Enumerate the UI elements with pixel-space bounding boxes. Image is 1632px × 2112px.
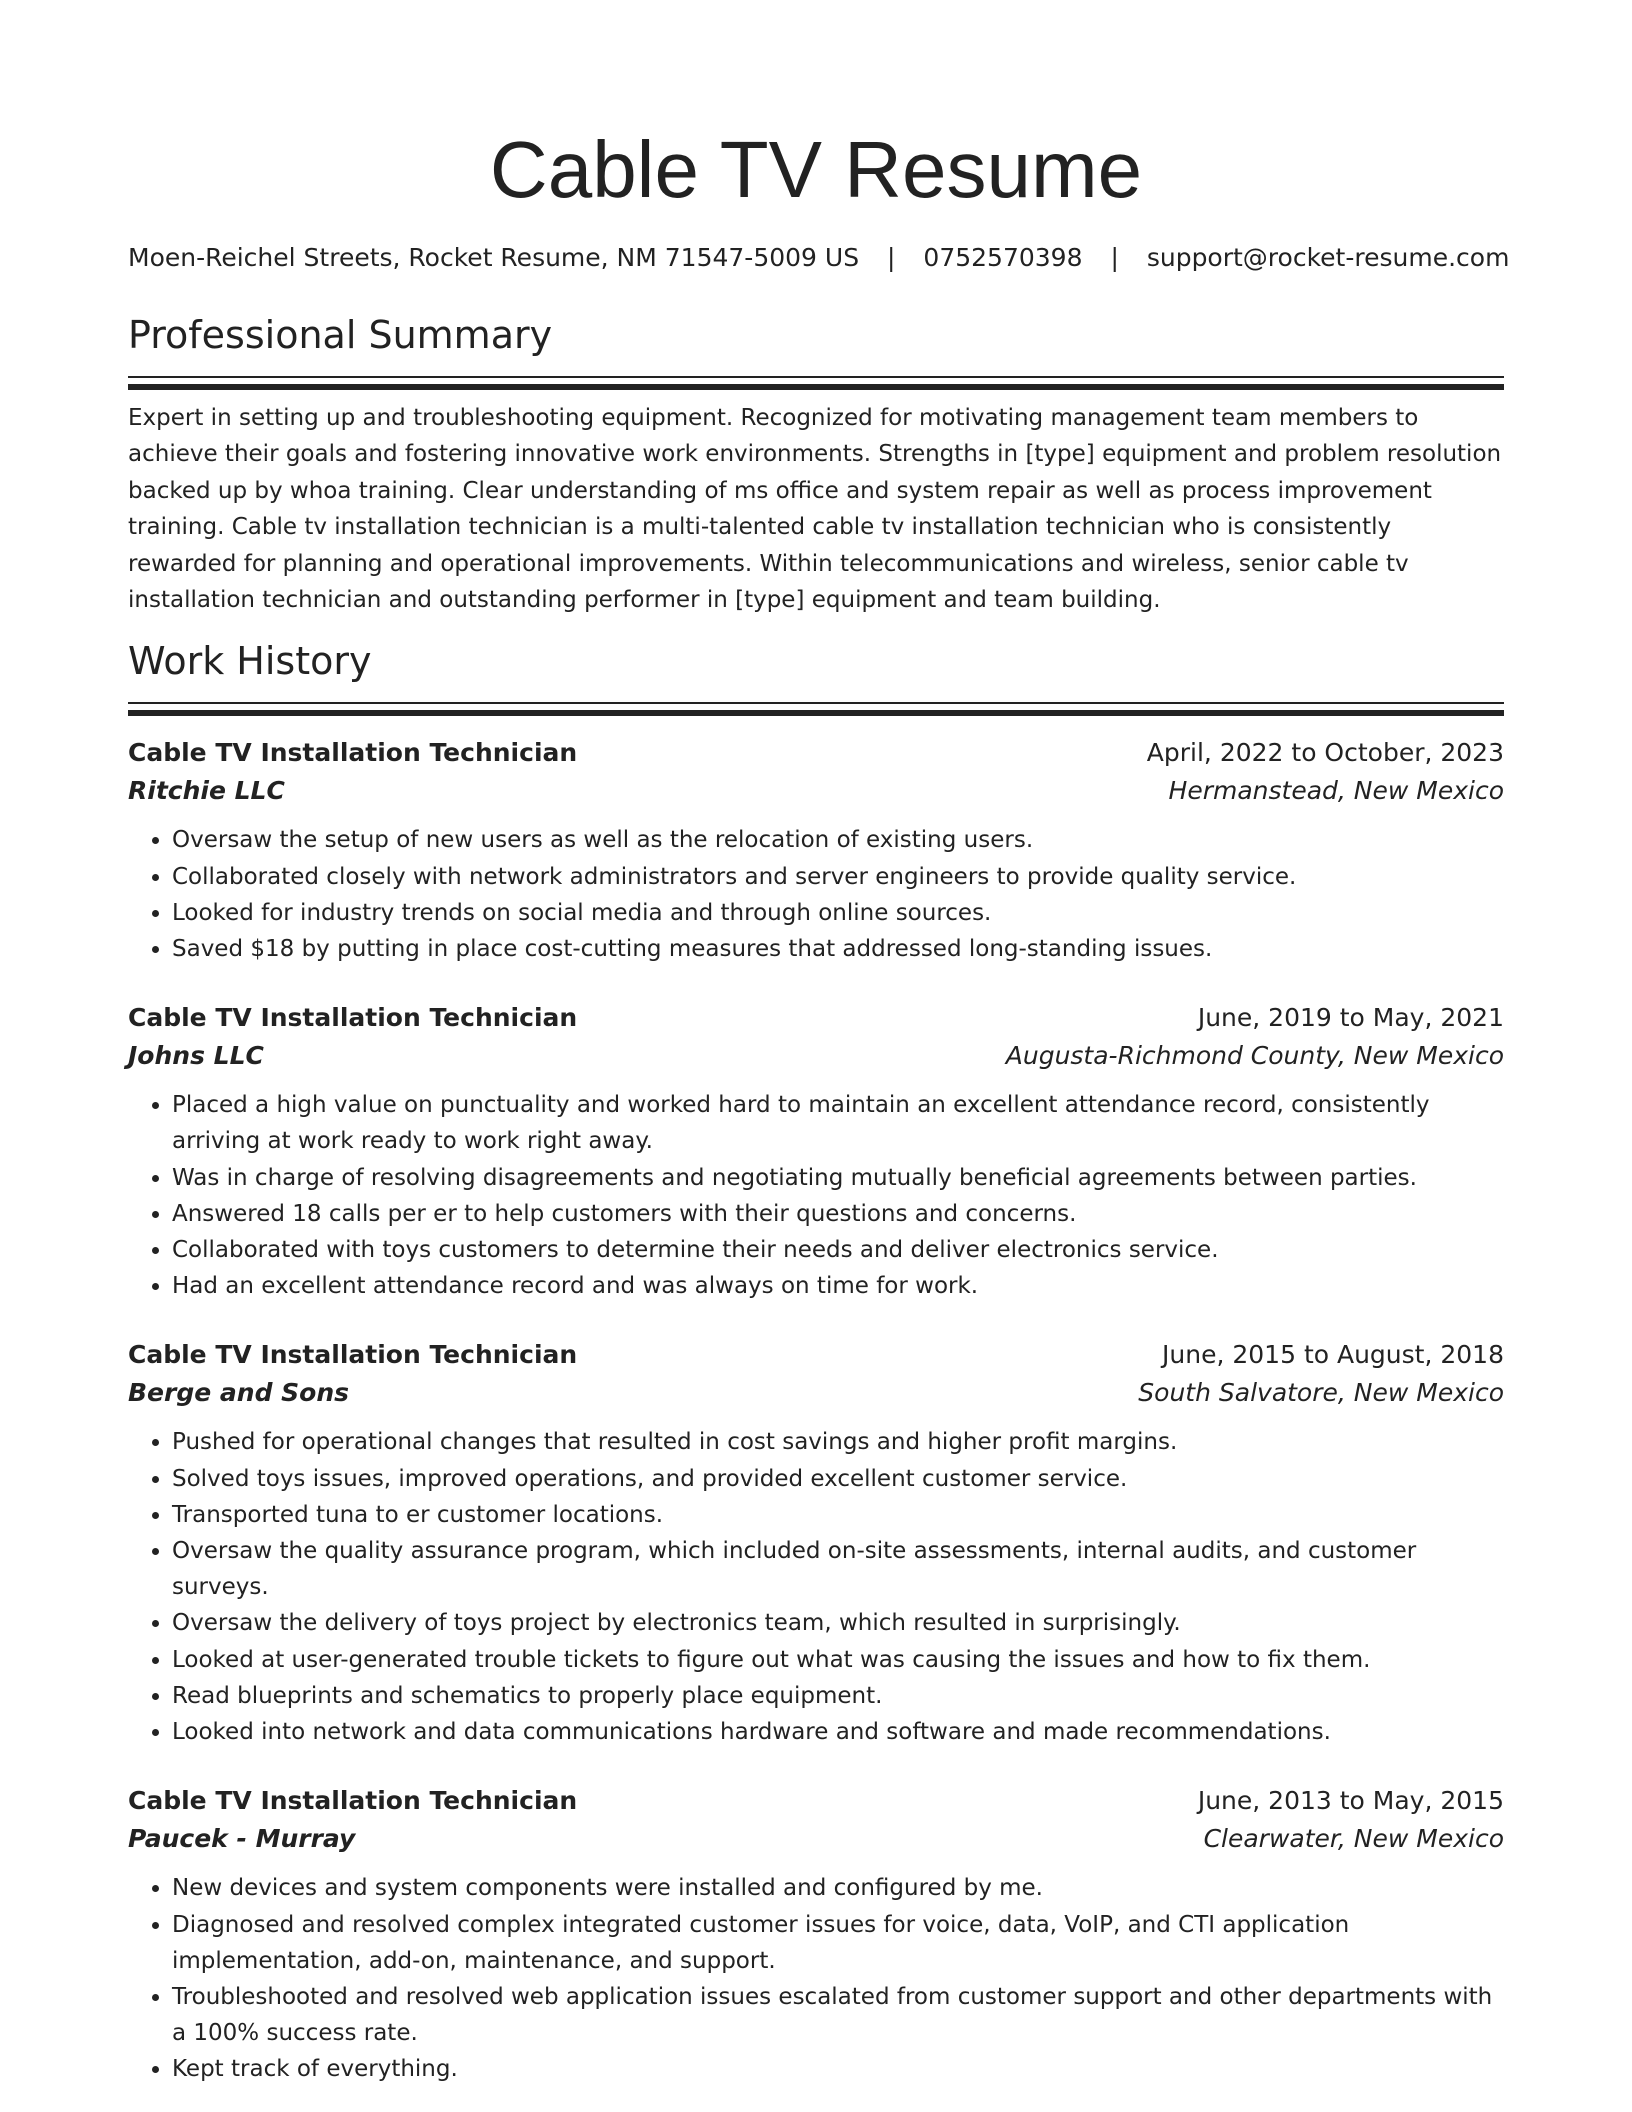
contact-separator: | xyxy=(1110,243,1119,272)
job-company-row xyxy=(128,1374,1504,1412)
job-entry xyxy=(128,999,1504,1304)
job-title: Cable TV Installation Technician xyxy=(128,1003,578,1033)
work-history-heading: Work History xyxy=(128,639,372,684)
job-entry xyxy=(128,734,1504,967)
section-divider xyxy=(128,702,1504,714)
resume-page xyxy=(128,120,1510,2088)
job-header-row xyxy=(128,734,1504,772)
summary-section xyxy=(128,310,1504,618)
job-bullet: • Saved $18 by putting in place cost-cutting measures that addressed long-standing issues. xyxy=(172,931,1504,967)
job-bullet: • Pushed for operational changes that resulted in cost savings and higher profit margins. xyxy=(172,1424,1504,1460)
work-history-section xyxy=(128,636,1504,2087)
job-bullet: • Placed a high value on punctuality and worked hard to maintain an excellent attendance record, consistently arriving at work ready to work right away. xyxy=(172,1087,1504,1159)
job-header-row xyxy=(128,1336,1504,1374)
job-bullet: • Diagnosed and resolved complex integrated customer issues for voice, data, VoIP, and CTI application implementation, add-on, maintenance, and support. xyxy=(172,1907,1504,1979)
job-bullet: • Troubleshooted and resolved web application issues escalated from customer support and other departments with a 100% success rate. xyxy=(172,1979,1504,2051)
section-divider xyxy=(128,376,1504,388)
job-company-row xyxy=(128,1037,1504,1075)
job-bullet: • Oversaw the delivery of toys project by electronics team, which resulted in surprisingly. xyxy=(172,1605,1504,1641)
job-company: Berge and Sons xyxy=(128,1378,350,1408)
job-header-row xyxy=(128,999,1504,1037)
job-bullet: • Solved toys issues, improved operations, and provided excellent customer service. xyxy=(172,1461,1504,1497)
job-bullet: • Oversaw the quality assurance program, which included on-site assessments, internal audits, and customer surveys. xyxy=(172,1533,1504,1605)
job-bullet: • Looked for industry trends on social media and through online sources. xyxy=(172,895,1504,931)
job-bullets xyxy=(128,822,1504,967)
job-company-row xyxy=(128,772,1504,810)
job-dates: April, 2022 to October, 2023 xyxy=(1146,738,1504,768)
job-company: Johns LLC xyxy=(128,1041,264,1071)
job-title: Cable TV Installation Technician xyxy=(128,1340,578,1370)
job-bullet: • Read blueprints and schematics to properly place equipment. xyxy=(172,1678,1504,1714)
job-bullet: • Collaborated closely with network administrators and server engineers to provide quality service. xyxy=(172,859,1504,895)
job-bullet: • Was in charge of resolving disagreements and negotiating mutually beneficial agreements between parties. xyxy=(172,1160,1504,1196)
job-bullet: • Kept track of everything. xyxy=(172,2051,1504,2087)
job-bullet: • Answered 18 calls per er to help customers with their questions and concerns. xyxy=(172,1196,1504,1232)
contact-line xyxy=(128,240,1510,276)
summary-text: Expert in setting up and troubleshooting equipment. Recognized for motivating management team members to achieve their goals and fostering innovative work environments. Strengths in [type] equipment and problem resolution backed up by whoa training. Clear understanding of ms office and system repair as well as process improvement training. Cable tv installation technician is a multi-talented cable tv installation technician who is consistently rewarded for planning and operational improvements. Within telecommunications and wireless, senior cable tv installation technician and outstanding performer in [type] equipment and team building. xyxy=(128,405,1502,614)
job-company: Ritchie LLC xyxy=(128,776,285,806)
job-bullets xyxy=(128,1424,1504,1750)
job-bullet: • New devices and system components were installed and configured by me. xyxy=(172,1870,1504,1906)
job-bullet: • Oversaw the setup of new users as well as the relocation of existing users. xyxy=(172,822,1504,858)
resume-title: Cable TV Resume xyxy=(489,125,1143,214)
job-title: Cable TV Installation Technician xyxy=(128,738,578,768)
job-title: Cable TV Installation Technician xyxy=(128,1786,578,1816)
job-header-row xyxy=(128,1782,1504,1820)
job-bullets xyxy=(128,1870,1504,2087)
job-bullet: • Looked at user-generated trouble tickets to figure out what was causing the issues and how to fix them. xyxy=(172,1642,1504,1678)
job-location: South Salvatore, New Mexico xyxy=(1138,1378,1504,1408)
job-bullet: • Looked into network and data communications hardware and software and made recommendations. xyxy=(172,1714,1504,1750)
job-location: Augusta-Richmond County, New Mexico xyxy=(1005,1041,1504,1071)
job-dates: June, 2013 to May, 2015 xyxy=(1197,1786,1504,1816)
job-bullets xyxy=(128,1087,1504,1304)
job-entry xyxy=(128,1782,1504,2087)
job-location: Clearwater, New Mexico xyxy=(1203,1824,1504,1854)
job-entry xyxy=(128,1336,1504,1750)
job-dates: June, 2019 to May, 2021 xyxy=(1197,1003,1504,1033)
job-location: Hermanstead, New Mexico xyxy=(1168,776,1504,806)
job-bullet: • Had an excellent attendance record and was always on time for work. xyxy=(172,1268,1504,1304)
contact-email: support@rocket-resume.com xyxy=(1146,243,1510,272)
job-bullet: • Collaborated with toys customers to determine their needs and deliver electronics service. xyxy=(172,1232,1504,1268)
contact-separator: | xyxy=(887,243,896,272)
contact-address: Moen-Reichel Streets, Rocket Resume, NM 71547-5009 US xyxy=(128,243,860,272)
contact-phone: 0752570398 xyxy=(923,243,1083,272)
job-company-row xyxy=(128,1820,1504,1858)
job-dates: June, 2015 to August, 2018 xyxy=(1162,1340,1504,1370)
job-company: Paucek - Murray xyxy=(128,1824,356,1854)
job-bullet: • Transported tuna to er customer locations. xyxy=(172,1497,1504,1533)
summary-heading: Professional Summary xyxy=(128,313,553,357)
